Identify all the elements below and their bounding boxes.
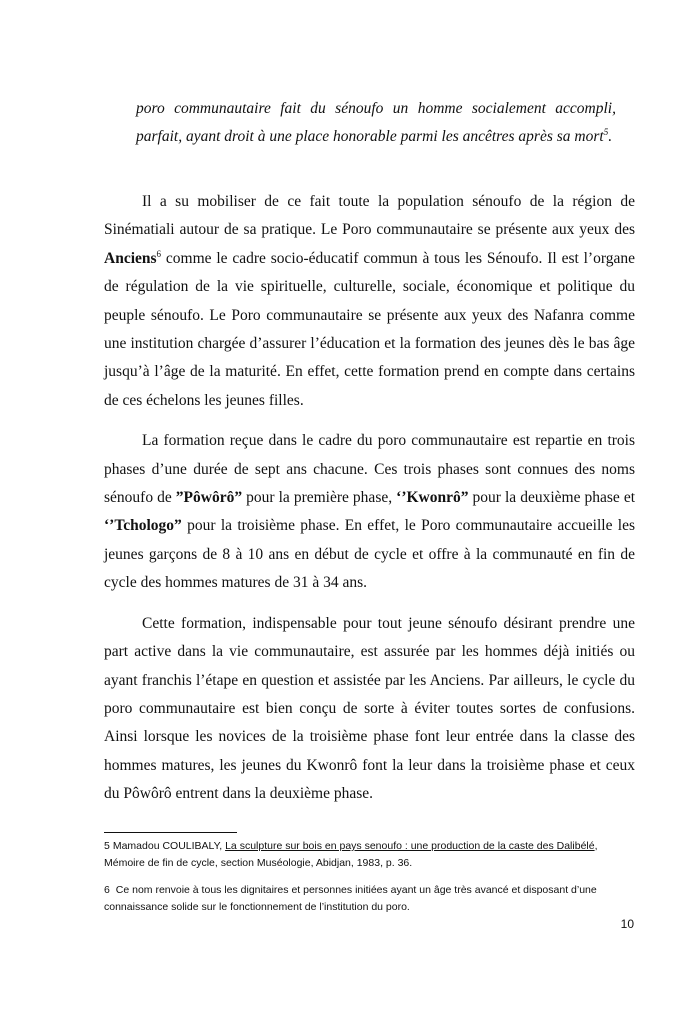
footnote-6 xyxy=(104,882,635,916)
anciens-term: Anciens xyxy=(104,249,157,267)
footnote-separator xyxy=(104,832,237,833)
page-number: 10 xyxy=(620,917,634,931)
paragraph-1-text-a: Il a su mobiliser de ce fait toute la population sénoufo de la région de Sinématiali autour de sa pratique. Le Poro communautaire se présente aux yeux des xyxy=(104,193,635,239)
footnote-ref-6[interactable]: 6 xyxy=(156,248,162,259)
paragraph-2 xyxy=(104,427,635,597)
paragraph-3: Cette formation, indispensable pour tout jeune sénoufo désirant prendre une part active dans la vie communautaire, est assurée par les hommes déjà initiés ou ayant franchis l’étape en question et assistée par les Anciens. Par ailleurs, le cycle du poro communautaire est bien conçu de sorte à éviter toutes sortes de confusions. Ainsi lorsque les novices de la troisième phase font leur entrée dans la classe des hommes matures, les jeunes du Kwonrô font la leur dans la troisième phase et ceux du Pôwôrô entrent dans la deuxième phase. xyxy=(104,614,635,803)
block-quote xyxy=(136,95,616,151)
paragraph-1 xyxy=(104,188,635,415)
paragraph-1-text-b: comme le cadre socio-éducatif commun à tous les Sénoufo. Il est l’organe de régulation de la vie spirituelle, culturelle, sociale, économique et politique du peuple sénoufo. Le Poro communautaire se présente aux yeux des Nafanra comme une institution chargée d’assurer l’éducation et la formation des jeunes dès le bas âge jusqu’à l’âge de la maturité. En effet, cette formation prend en compte dans certains de ces échelons les jeunes filles. xyxy=(104,249,635,409)
footnote-5-title: La sculpture sur bois en pays senoufo : une production de la caste des Dalibélé xyxy=(225,840,595,852)
footnote-5-number: 5 xyxy=(104,840,110,852)
paragraph-2-text-a: La formation reçue dans le cadre du poro communautaire est repartie en trois phases d’une durée de sept ans chacune. Ces trois phases sont connues des noms sénoufo de xyxy=(104,432,635,507)
quote-text: poro communautaire fait du sénoufo un homme socialement accompli, parfait, ayant droit à une place honorable parmi les ancêtres après sa mort xyxy=(136,100,616,145)
footnote-6-text: Ce nom renvoie à tous les dignitaires et personnes initiées ayant un âge très avancé et disposant d’une connaissance solide sur le fonctionnement de l’institution du poro. xyxy=(104,884,597,913)
paragraph-2-text-d: pour la troisième phase. En effet, le Poro communautaire accueille les jeunes garçons de 8 à 10 ans en début de cycle et offre à la communauté en fin de cycle des hommes matures de 31 à 34 ans. xyxy=(104,517,635,592)
footnote-5-rest: , Mémoire de fin de cycle, section Muséologie, Abidjan, 1983, p. 36. xyxy=(104,840,598,869)
footnote-5 xyxy=(104,838,635,872)
paragraph-2-text-b: pour la première phase, xyxy=(242,489,397,507)
footnote-6-number: 6 xyxy=(104,884,110,896)
quote-end: . xyxy=(608,128,613,145)
body-text xyxy=(104,188,635,809)
term-tchologo: ‘’Tchologo” xyxy=(104,517,182,535)
paragraph-2-text-c: pour la deuxième phase et xyxy=(468,489,636,507)
term-powo: ”Pôwôrô” xyxy=(175,489,243,507)
footnotes xyxy=(104,838,635,926)
footnote-ref-5[interactable]: 5 xyxy=(603,126,609,137)
footnote-5-author: Mamadou COULIBALY, xyxy=(112,840,226,852)
term-kwonro: ‘’Kwonrô” xyxy=(396,489,469,507)
